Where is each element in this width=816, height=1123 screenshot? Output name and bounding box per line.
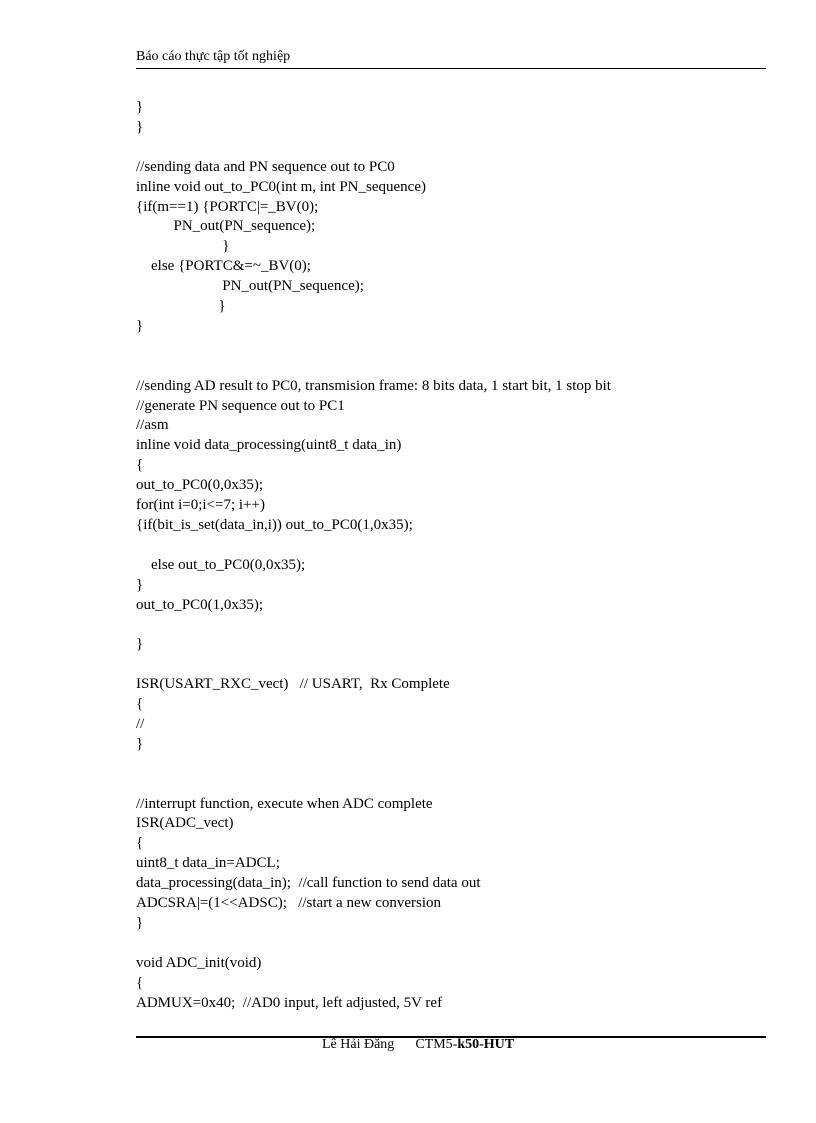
code-line: } bbox=[136, 317, 144, 334]
code-line: //sending AD result to PC0, transmision frame: 8 bits data, 1 start bit, 1 stop bit bbox=[136, 377, 611, 394]
header-rule bbox=[136, 68, 766, 69]
code-line: //generate PN sequence out to PC1 bbox=[136, 397, 345, 414]
code-line: for(int i=0;i<=7; i++) bbox=[136, 497, 265, 513]
footer-class-prefix: CTM5- bbox=[415, 1037, 458, 1052]
code-line: else {PORTC&=~_BV(0); bbox=[136, 258, 311, 275]
code-line: ISR(ADC_vect) bbox=[136, 815, 234, 832]
code-line: { bbox=[136, 457, 144, 474]
code-line: // bbox=[136, 715, 145, 732]
code-line: } bbox=[136, 735, 144, 752]
code-line: { bbox=[136, 696, 144, 712]
code-line: else out_to_PC0(0,0x35); bbox=[136, 556, 306, 573]
code-line: } bbox=[136, 298, 226, 314]
code-line: inline void data_processing(uint8_t data_in) bbox=[136, 437, 402, 454]
code-line: inline void out_to_PC0(int m, int PN_sequence) bbox=[136, 178, 426, 195]
code-line: ADCSRA|=(1<<ADSC); //start a new conversion bbox=[136, 895, 442, 911]
page-header: Báo cáo thực tập tốt nghiệp bbox=[136, 49, 291, 64]
code-line: } bbox=[136, 118, 144, 135]
code-line: ISR(USART_RXC_vect) // USART, Rx Complete bbox=[136, 676, 450, 693]
code-line: } bbox=[136, 238, 230, 255]
code-line: PN_out(PN_sequence); bbox=[136, 218, 316, 235]
code-line: } bbox=[136, 636, 144, 653]
code-line: //sending data and PN sequence out to PC0 bbox=[136, 158, 395, 175]
code-line: } bbox=[136, 576, 144, 593]
code-line: PN_out(PN_sequence); bbox=[136, 278, 364, 295]
code-line: //asm bbox=[136, 417, 169, 434]
code-line: {if(m==1) {PORTC|=_BV(0); bbox=[136, 198, 319, 215]
footer-class-bold: k50-HUT bbox=[457, 1037, 515, 1052]
code-line: ADMUX=0x40; //AD0 input, left adjusted, 5V ref bbox=[136, 994, 443, 1011]
code-line: { bbox=[136, 974, 144, 991]
code-line: data_processing(data_in); //call function to send data out bbox=[136, 875, 481, 892]
code-line: void ADC_init(void) bbox=[136, 954, 262, 971]
footer-author: Lê Hải Đăng bbox=[322, 1037, 395, 1052]
code-line: {if(bit_is_set(data_in,i)) out_to_PC0(1,0x35); bbox=[136, 516, 413, 533]
code-line: //interrupt function, execute when ADC complete bbox=[136, 795, 433, 812]
code-line: { bbox=[136, 835, 144, 852]
code-line: out_to_PC0(0,0x35); bbox=[136, 477, 264, 494]
code-line: uint8_t data_in=ADCL; bbox=[136, 855, 280, 872]
code-line: } bbox=[136, 914, 144, 931]
page-footer bbox=[322, 1036, 514, 1054]
code-line: } bbox=[136, 99, 144, 115]
code-line: out_to_PC0(1,0x35); bbox=[136, 596, 264, 613]
